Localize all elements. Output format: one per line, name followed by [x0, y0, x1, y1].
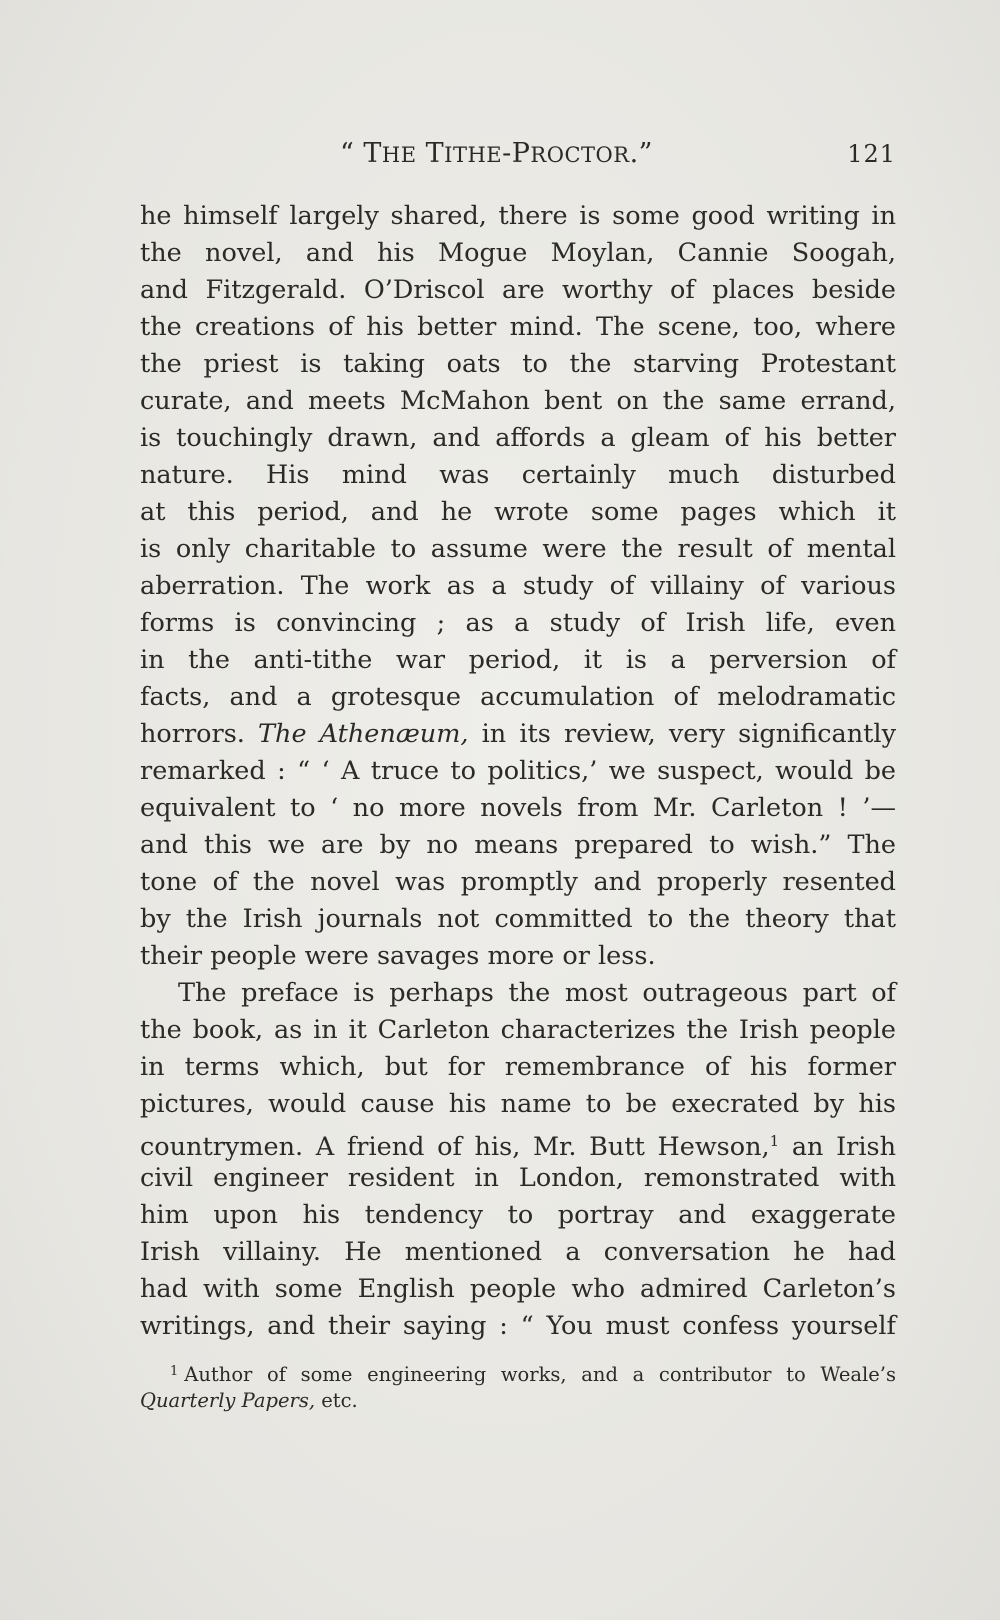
body-text [140, 198, 896, 1345]
title-cap: P [511, 138, 531, 169]
italic-title: The Athenæum, [258, 719, 469, 749]
text-line: at this period, and he wrote some pages which it [140, 497, 896, 527]
text-line: him upon his tendency to portray and exaggerate [140, 1200, 896, 1230]
title-hyphen: - [502, 138, 512, 169]
title-smallcaps: ITHE [444, 143, 503, 167]
title-smallcaps: HE [381, 143, 417, 167]
text-line: aberration. The work as a study of villainy of various [140, 571, 896, 601]
text-line: had with some English people who admired Carleton’s [140, 1274, 896, 1304]
page-number: 121 [847, 140, 896, 168]
running-title [340, 138, 653, 169]
footnote-mark: 1 [170, 1364, 179, 1379]
footnote-text: etc. [315, 1389, 358, 1412]
text-line: and this we are by no means prepared to wish.” The [140, 830, 896, 860]
text-line: equivalent to ‘ no more novels from Mr. Carleton ! ’— [140, 793, 896, 823]
text-line [140, 716, 896, 753]
text-line: the priest is taking oats to the starving Protestant [140, 349, 896, 379]
text-line: is touchingly drawn, and affords a gleam of his better [140, 423, 896, 453]
footnotes [140, 1357, 896, 1415]
paragraph-end-line: their people were savages more or less. [140, 941, 656, 971]
running-head [140, 138, 896, 178]
text-line: and Fitzgerald. O’Driscol are worthy of places beside [140, 275, 896, 305]
italic-title: Quarterly Papers, [140, 1389, 316, 1412]
title-close-quote: .” [629, 138, 653, 169]
text-line: in terms which, but for remembrance of his former [140, 1052, 896, 1082]
text-line: remarked : “ ‘ A truce to politics,’ we suspect, would be [140, 756, 896, 786]
text-line: he himself largely shared, there is some good writing in [140, 201, 896, 231]
text-line: writings, and their saying : “ You must confess yourself [140, 1311, 896, 1341]
text-segment: horrors. [140, 719, 259, 749]
text-line: nature. His mind was certainly much disturbed [140, 460, 896, 490]
text-line: tone of the novel was promptly and properly resented [140, 867, 896, 897]
text-line: forms is convincing ; as a study of Irish life, even [140, 608, 896, 638]
text-line: by the Irish journals not committed to the theory that [140, 904, 896, 934]
text-line: civil engineer resident in London, remonstrated with [140, 1163, 896, 1193]
paragraph-start-line: The preface is perhaps the most outrageous part of [178, 978, 896, 1008]
text-line: pictures, would cause his name to be execrated by his [140, 1089, 896, 1119]
footnote-line [140, 1357, 896, 1386]
text-line: is only charitable to assume were the result of mental [140, 534, 896, 564]
text-segment: in its review, very significantly [468, 719, 896, 749]
title-open-quote: “ [340, 138, 364, 169]
text-line: curate, and meets McMahon bent on the same errand, [140, 386, 896, 416]
title-cap: T [363, 138, 382, 169]
text-line: facts, and a grotesque accumulation of melodramatic [140, 682, 896, 712]
text-line: in the anti-tithe war period, it is a perversion of [140, 645, 896, 675]
text-line [140, 1123, 896, 1160]
text-line: the creations of his better mind. The scene, too, where [140, 312, 896, 342]
text-line: the novel, and his Mogue Moylan, Cannie Soogah, [140, 238, 896, 268]
footnote-reference: 1 [769, 1132, 780, 1150]
text-segment: countrymen. A friend of his, Mr. Butt Hewson, [140, 1132, 770, 1162]
footnote-line [140, 1386, 896, 1415]
text-line: Irish villainy. He mentioned a conversation he had [140, 1237, 896, 1267]
title-cap: T [425, 138, 445, 169]
footnote-text: Author of some engineering works, and a contributor to Weale’s [184, 1363, 896, 1386]
title-smallcaps: ROCTOR [530, 143, 630, 167]
text-line: the book, as in it Carleton characterizes the Irish people [140, 1015, 896, 1045]
text-segment: an Irish [779, 1132, 897, 1162]
